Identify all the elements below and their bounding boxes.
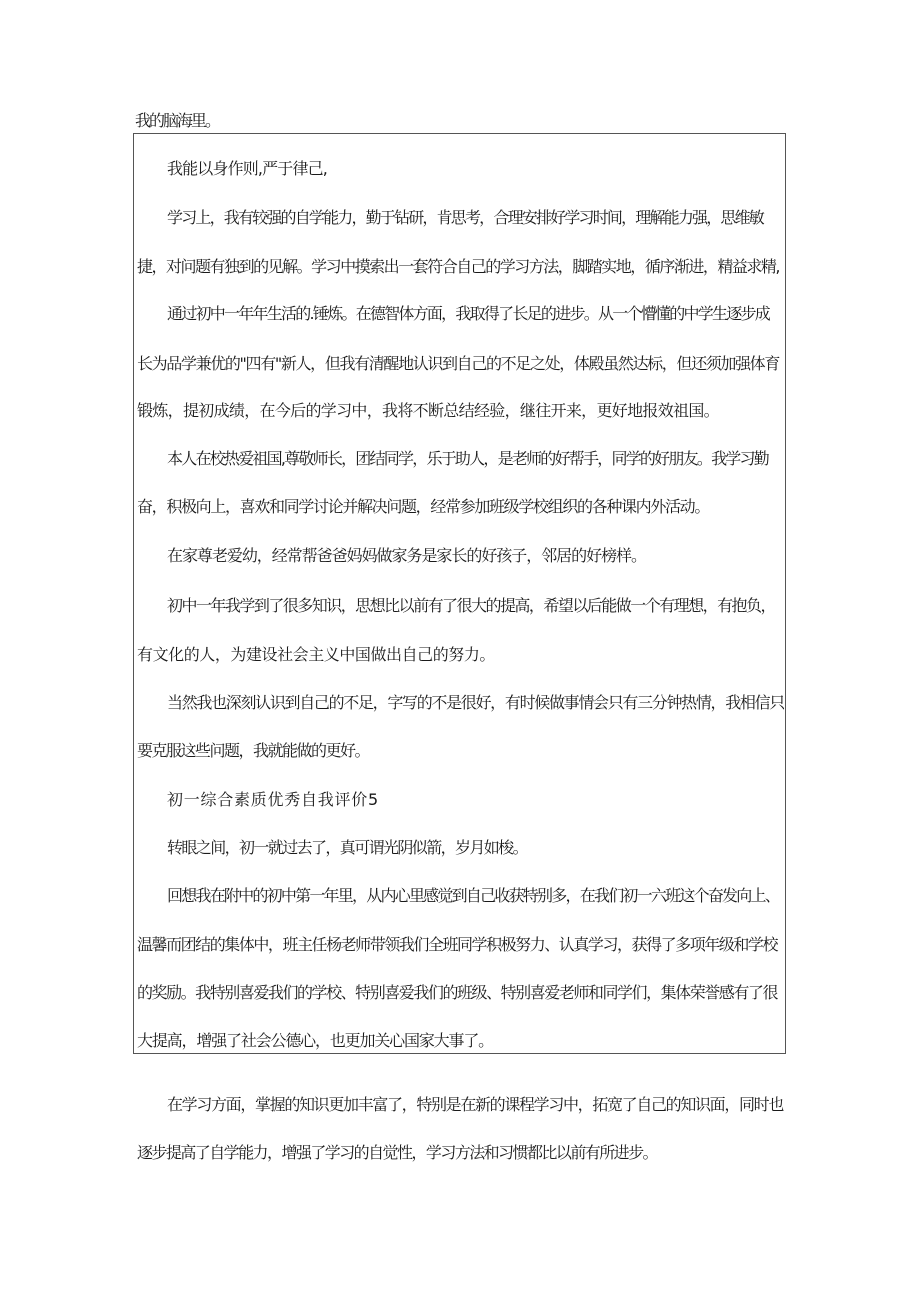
boxed-line: 长为品学兼优的"四有"新人，但我有清醒地认识到自己的不足之处，体殿虽然达标，但还须加强体育: [137, 354, 779, 373]
boxed-line: 回想我在附中的初中第一年里，从内心里感觉到自己收获特别多，在我们初一六班这个奋发向上、: [167, 886, 779, 905]
boxed-line: 初一综合素质优秀自我评价5: [167, 790, 379, 809]
boxed-line: 大提高，增强了社会公德心，也更加关心国家大事了。: [137, 1031, 493, 1050]
boxed-line: 我能以身作则,严于律己,: [167, 159, 327, 178]
boxed-line: 奋，积极向上，喜欢和同学讨论并解决问题，经常参加班级学校组织的各种课内外活动。: [137, 497, 709, 516]
closing-line: 逐步提高了自学能力，增强了学习的自觉性，学习方法和习惯都比以前有所进步。: [137, 1143, 657, 1162]
boxed-line: 转眼之间，初一就过去了，真可谓光阴似箭，岁月如梭。: [167, 838, 527, 857]
boxed-line: 在家尊老爱幼，经常帮爸爸妈妈做家务是家长的好孩子，邻居的好榜样。: [167, 546, 646, 565]
boxed-line: 要克服这些问题，我就能做的更好。: [137, 741, 369, 760]
boxed-line: 有文化的人，为建设社会主义中国做出自己的努力。: [137, 645, 495, 664]
boxed-line: 本人在校热爱祖国,尊敬师长，团结同学，乐于助人，是老师的好帮手，同学的好朋友。我学习勤: [167, 449, 768, 468]
closing-line: 在学习方面，掌握的知识更加丰富了，特别是在新的课程学习中，拓宽了自己的知识面，同时也: [167, 1095, 783, 1114]
intro-line: 我的脑海里。: [135, 111, 220, 130]
boxed-line: 通过初中一年年生活的.锤炼。在德智体方面，我取得了长足的进步。从一个懵懂的中学生逐步成: [167, 304, 769, 323]
boxed-line: 温馨而团结的集体中，班主任杨老师带领我们全班同学积极努力、认真学习，获得了多项年级和学校: [137, 935, 777, 954]
boxed-line: 的奖励。我特别喜爱我们的学校、特别喜爱我们的班级、特别喜爱老师和同学们，集体荣誉感有了很: [137, 983, 777, 1002]
boxed-line: 捷，对问题有独到的见解。学习中摸索出一套符合自己的学习方法，脚踏实地，循序渐进，精益求精,: [137, 257, 779, 276]
boxed-line: 当然我也深刻认识到自己的不足，字写的不是很好，有时候做事情会只有三分钟热情，我相信只: [167, 693, 784, 712]
boxed-line: 初中一年我学到了很多知识，思想比以前有了很大的提高，希望以后能做一个有理想，有抱负，: [167, 596, 775, 615]
boxed-line: 学习上，我有较强的自学能力，勤于钻研，肯思考，合理安排好学习时间，理解能力强，思维敏: [167, 208, 763, 227]
boxed-line: 锻炼，提初成绩，在今后的学习中，我将不断总结经验，继往开来，更好地报效祖国。: [137, 401, 719, 420]
